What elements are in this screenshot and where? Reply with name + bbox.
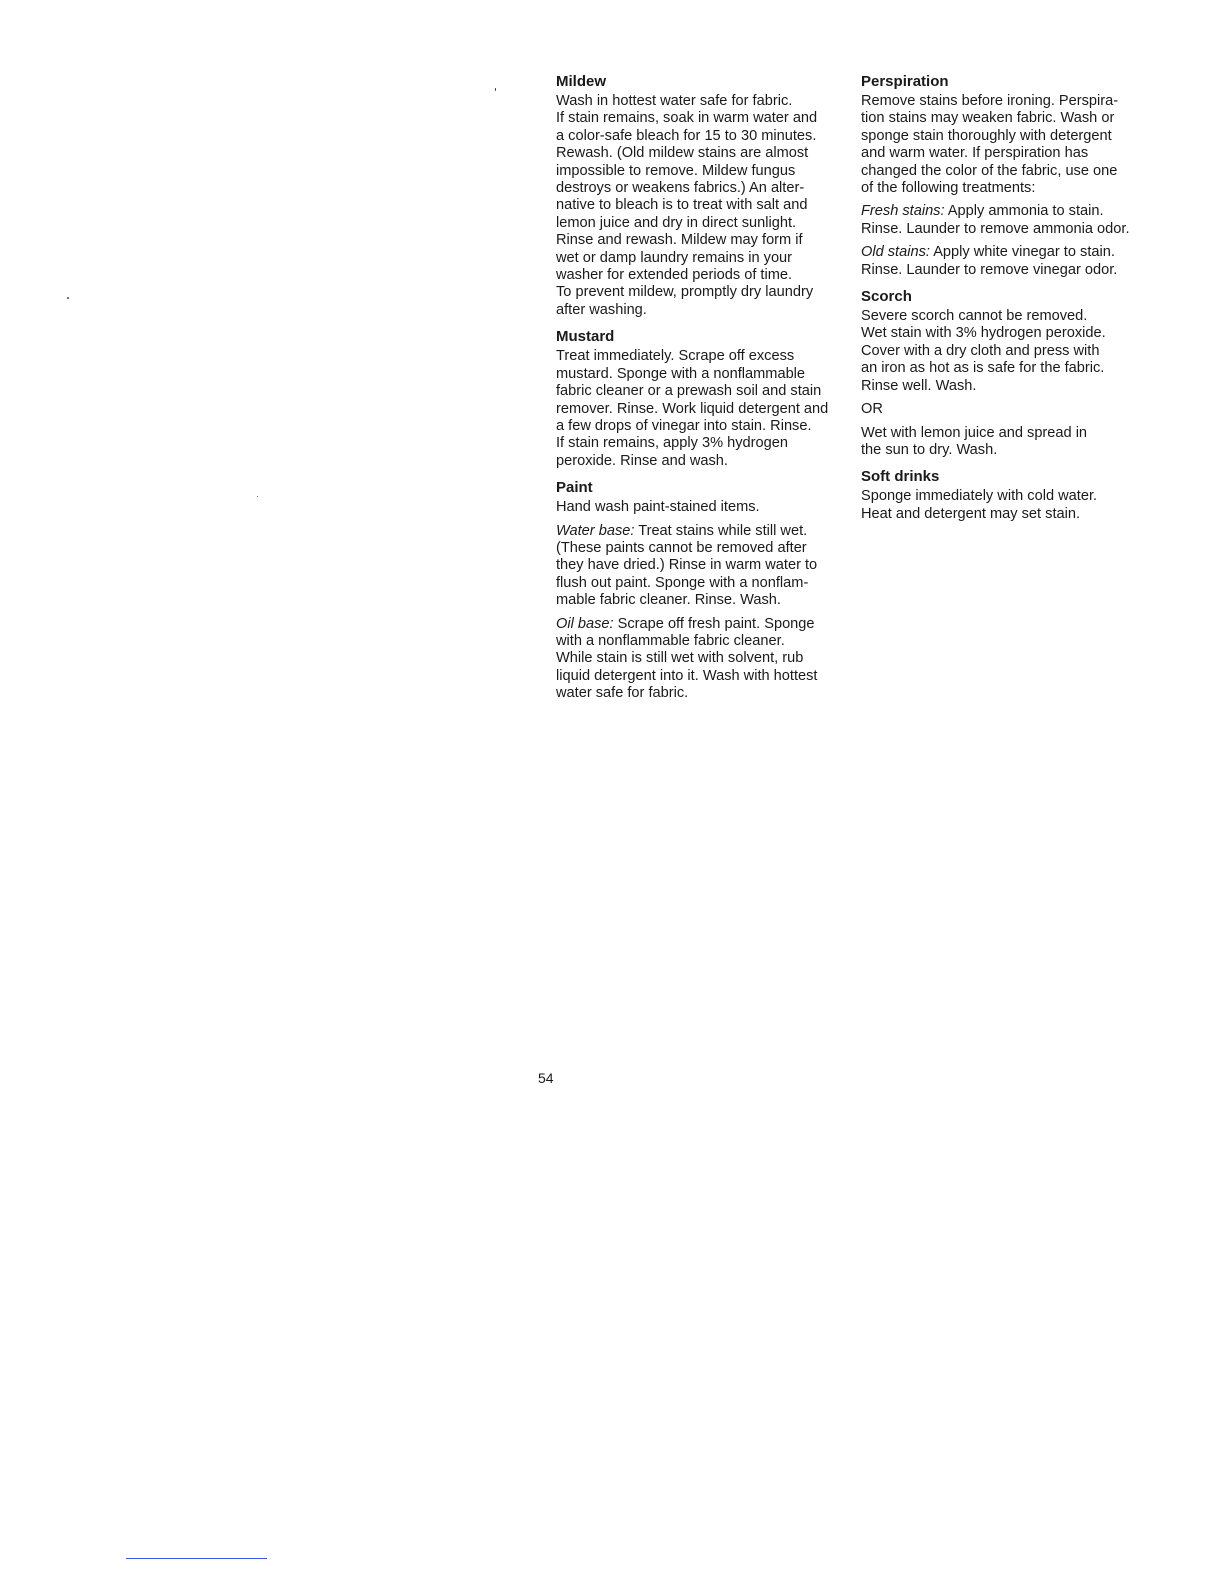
footer-rule [126,1558,267,1559]
heading-paint: Paint [556,479,593,497]
text-paint-oil-base [556,616,848,703]
text-perspiration: Remove stains before ironing. Perspira- tion stains may weaken fabric. Wash or sponge stain thoroughly with detergent and warm water. If perspiration has changed the color of the fabric, use one of the following treatments: [861,93,1119,197]
label-oil-base: Oil base: [556,615,614,632]
right-column [861,73,1153,523]
left-column [556,73,848,703]
text-scorch: Severe scorch cannot be removed. Wet stain with 3% hydrogen peroxide. Cover with a dry cloth and press with an iron as hot as is safe for the fabric. Rinse well. Wash. [861,308,1106,394]
section-mildew [556,73,848,319]
scan-speck [495,88,496,91]
body-water-base: Treat stains while still wet. (These paints cannot be removed after they have dried.) Rinse in warm water to flush out paint. Sponge with a nonflam- mable fabric cleaner. Rinse. Wash. [556,522,818,609]
scan-speck [67,297,69,299]
text-perspiration-old [861,244,1153,279]
section-mustard [556,328,848,470]
body-fresh-stains: Apply ammonia to stain. Rinse. Launder to remove ammonia odor. [861,203,1130,237]
body-old-stains: Apply white vinegar to stain. Rinse. Launder to remove vinegar odor. [861,244,1118,278]
text-paint-intro: Hand wash paint-stained items. [556,499,760,516]
body-oil-base: Scrape off fresh paint. Sponge with a nonflammable fabric cleaner. While stain is still wet with solvent, rub liquid detergent into it. Wash with hottest water safe for fabric. [556,615,818,702]
section-soft-drinks [861,468,1153,523]
heading-mildew: Mildew [556,73,607,90]
heading-scorch: Scorch [861,288,912,306]
text-scorch-alternative: Wet with lemon juice and spread in the sun to dry. Wash. [861,424,1088,458]
section-paint [556,479,848,702]
text-soft-drinks: Sponge immediately with cold water. Heat and detergent may set stain. [861,488,1098,522]
label-old-stains: Old stains: [861,244,930,261]
label-fresh-stains: Fresh stains: [861,203,945,220]
text-perspiration-fresh [861,203,1153,238]
heading-perspiration: Perspiration [861,73,949,90]
scan-speck [257,496,258,497]
label-water-base: Water base: [556,522,635,539]
text-mustard: Treat immediately. Scrape off excess mustard. Sponge with a nonflammable fabric cleaner or a prewash soil and stain remover. Rinse. Work liquid detergent and a few drops of vinegar into stain. Rinse. If stain remains, apply 3% hydrogen peroxide. Rinse and wash. [556,348,829,469]
heading-mustard: Mustard [556,328,615,346]
heading-soft-drinks: Soft drinks [861,468,940,486]
text-paint-water-base [556,523,848,610]
section-scorch [861,288,1153,459]
text-mildew: Wash in hottest water safe for fabric. If stain remains, soak in warm water and a color-safe bleach for 15 to 30 minutes. Rewash. (Old mildew stains are almost impossible to remove. Mildew fungus destroys or weakens fabrics.) An alter- native to bleach is to treat with salt and lemon juice and dry in direct sunlight. Rinse and rewash. Mildew may form if wet or damp laundry remains in your washer for extended periods of time. To prevent mildew, promptly dry laundry after washing. [556,93,818,318]
page-number: 54 [538,1070,554,1086]
text-scorch-or: OR [861,401,883,418]
section-perspiration [861,73,1153,279]
